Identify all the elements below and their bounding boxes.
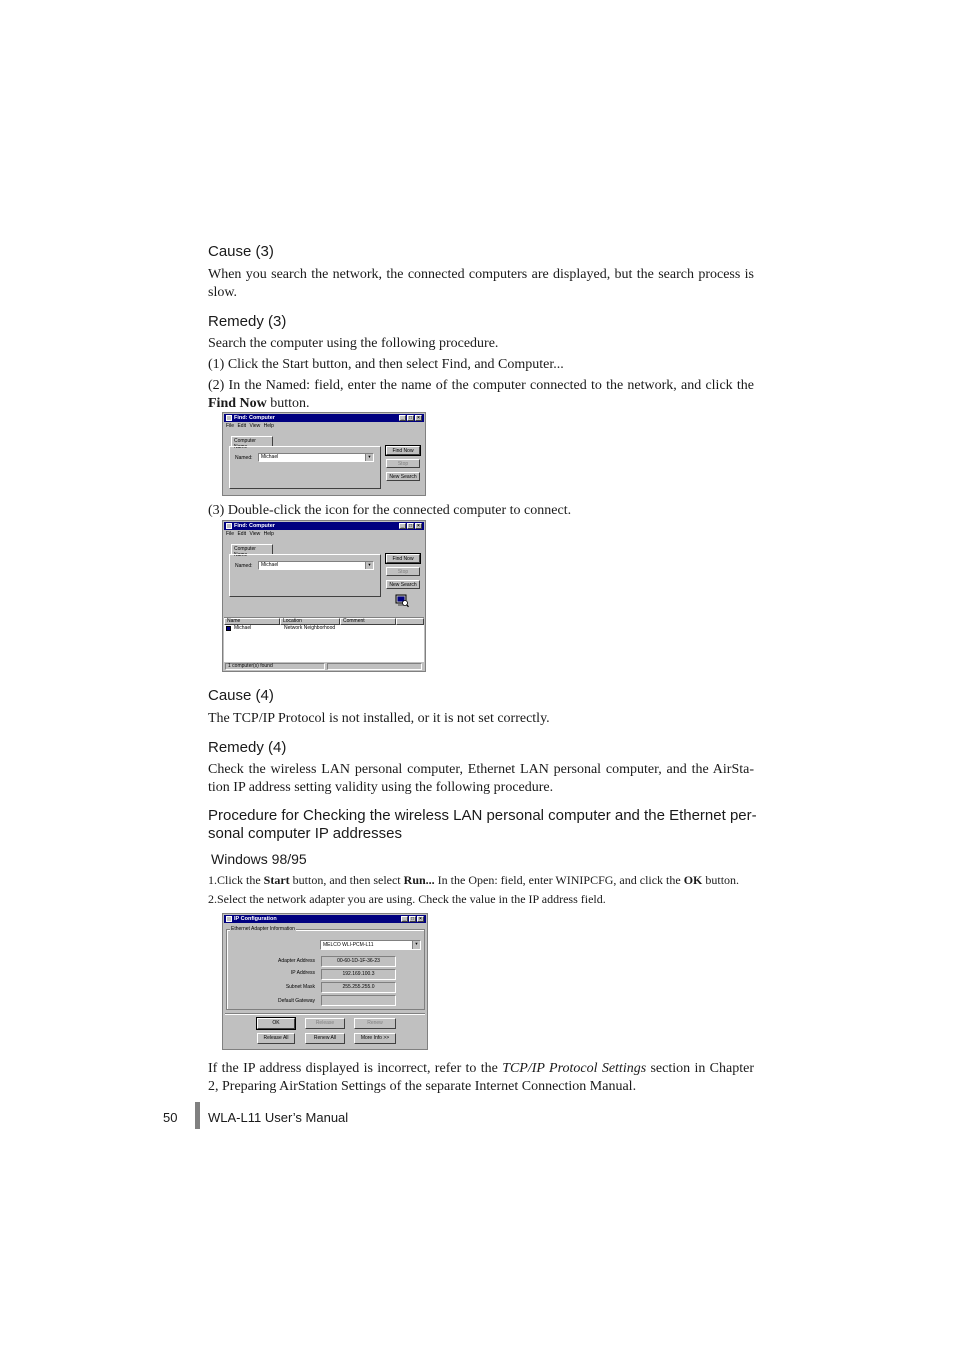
menu-edit[interactable]: Edit <box>237 531 247 537</box>
footer-bar <box>195 1102 200 1129</box>
search-icon <box>226 523 232 529</box>
step1-a: 1.Click the <box>208 873 264 887</box>
closing-line1 <box>208 1060 754 1078</box>
menu-file[interactable]: File <box>226 423 235 429</box>
menu-bar <box>226 423 274 429</box>
adapter-address-label: Adapter Address <box>278 958 315 964</box>
column-header-location[interactable]: Location <box>280 618 340 625</box>
step1-c: button, and then select <box>289 873 404 887</box>
minimize-icon[interactable]: _ <box>401 916 408 922</box>
cause4-heading: Cause (4) <box>208 687 274 704</box>
status-panel <box>327 663 422 670</box>
ok-button[interactable]: OK <box>257 1018 295 1029</box>
subnet-mask-label: Subnet Mask <box>285 984 315 990</box>
procedure-step1 <box>208 873 739 888</box>
tab-panel <box>229 554 381 597</box>
subnet-mask-value: 255.255.255.0 <box>321 982 396 993</box>
default-gateway-value <box>321 995 396 1006</box>
procedure-step2: 2.Select the network adapter you are using. Check the value in the IP address field. <box>208 892 606 906</box>
dialog-titlebar <box>224 522 424 530</box>
remedy4-heading: Remedy (4) <box>208 739 287 756</box>
dialog-title: Find: Computer <box>234 415 275 421</box>
maximize-icon[interactable]: □ <box>408 415 413 421</box>
named-value: Michael <box>261 562 279 568</box>
divider <box>225 1013 425 1015</box>
results-list <box>224 617 424 663</box>
new-search-button[interactable]: New Search <box>386 472 420 481</box>
named-input[interactable] <box>258 453 374 462</box>
named-input[interactable] <box>258 561 374 570</box>
step1-ok: OK <box>683 873 703 887</box>
result-location: Network Neighborhood <box>284 625 336 631</box>
more-info-button[interactable]: More Info >> <box>354 1033 396 1044</box>
menu-help[interactable]: Help <box>263 423 274 429</box>
closing-b: section in Chapter <box>646 1061 754 1076</box>
renew-all-button[interactable]: Renew All <box>305 1033 345 1044</box>
cause4-text: The TCP/IP Protocol is not installed, or it is not set correctly. <box>208 711 550 726</box>
adapter-info-group-label: Ethernet Adapter Information <box>231 926 295 932</box>
step1-start: Start <box>263 873 290 887</box>
named-label: Named: <box>235 455 253 461</box>
cause3-line1: When you search the network, the connected computers are displayed, but the search process is <box>208 267 754 282</box>
menu-view[interactable]: View <box>249 423 261 429</box>
manual-title: WLA-L11 User’s Manual <box>208 1110 349 1125</box>
named-label: Named: <box>235 563 253 569</box>
find-computer-dialog <box>222 412 426 496</box>
procedure-heading-line1: Procedure for Checking the wireless LAN personal computer and the Ethernet per- <box>208 807 757 824</box>
remedy3-intro: Search the computer using the following procedure. <box>208 336 499 351</box>
ip-address-label: IP Address <box>290 970 315 976</box>
closing-a: If the IP address displayed is incorrect, refer to the <box>208 1061 503 1076</box>
default-gateway-label: Default Gateway <box>278 998 315 1004</box>
release-all-button[interactable]: Release All <box>257 1033 295 1044</box>
dialog-title: IP Configuration <box>234 916 277 922</box>
menu-help[interactable]: Help <box>263 531 274 537</box>
column-header-name[interactable]: Name <box>224 618 280 625</box>
minimize-icon[interactable]: _ <box>399 523 406 529</box>
tab-panel <box>229 446 381 489</box>
find-now-bold: Find Now <box>208 396 267 411</box>
find-computer-results-dialog <box>222 520 426 672</box>
computer-search-icon <box>395 594 409 608</box>
named-value: Michael <box>261 454 279 460</box>
ip-configuration-dialog <box>222 913 428 1050</box>
dialog-title: Find: Computer <box>234 523 275 529</box>
results-header <box>224 618 424 625</box>
menu-bar <box>226 531 274 537</box>
dialog-titlebar <box>224 915 426 923</box>
maximize-icon[interactable]: □ <box>410 916 415 922</box>
column-header-filler <box>396 618 424 625</box>
menu-edit[interactable]: Edit <box>237 423 247 429</box>
remedy3-step2-line2 <box>208 395 310 413</box>
menu-view[interactable]: View <box>249 531 261 537</box>
find-now-button[interactable]: Find Now <box>386 446 420 455</box>
network-icon <box>226 916 232 922</box>
remedy4-line1: Check the wireless LAN personal computer, Ethernet LAN personal computer, and the AirSta- <box>208 762 754 777</box>
table-row[interactable] <box>224 625 424 632</box>
computer-icon <box>226 626 231 631</box>
remedy3-step3: (3) Double-click the icon for the connected computer to connect. <box>208 503 572 518</box>
search-icon <box>226 415 232 421</box>
step2-end: button. <box>266 396 310 411</box>
adapter-value: MELCO WLI-PCM-L11 <box>323 942 374 948</box>
step1-g: button. <box>702 873 740 887</box>
procedure-heading-line2: sonal computer IP addresses <box>208 825 402 842</box>
renew-button[interactable]: Renew <box>354 1018 396 1029</box>
result-name: Michael <box>234 625 252 631</box>
remedy4-line2: tion IP address setting validity using the following procedure. <box>208 780 554 795</box>
status-bar <box>224 662 424 671</box>
status-text: 1 computer(s) found <box>225 663 325 670</box>
maximize-icon[interactable]: □ <box>408 523 413 529</box>
cause3-heading: Cause (3) <box>208 243 274 260</box>
remedy3-heading: Remedy (3) <box>208 313 287 330</box>
tab-computer-name[interactable]: Computer Name <box>231 436 273 447</box>
remedy3-step1: (1) Click the Start button, and then select Find, and Computer... <box>208 357 564 372</box>
step1-run: Run... <box>403 873 435 887</box>
cause3-line2: slow. <box>208 285 238 300</box>
column-header-comment[interactable]: Comment <box>340 618 396 625</box>
adapter-address-value: 00-60-1D-1F-36-23 <box>321 956 396 967</box>
minimize-icon[interactable]: _ <box>399 415 406 421</box>
close-icon[interactable]: × <box>415 415 422 421</box>
closing-italic: TCP/IP Protocol Settings <box>502 1061 647 1076</box>
close-icon[interactable]: × <box>417 916 424 922</box>
chevron-down-icon[interactable]: ▼ <box>412 941 420 949</box>
page-number: 50 <box>163 1110 178 1125</box>
remedy3-step2-line1: (2) In the Named: field, enter the name of the computer connected to the network, and click the <box>208 378 754 393</box>
stop-button[interactable]: Stop <box>386 459 420 468</box>
menu-file[interactable]: File <box>226 531 235 537</box>
release-button[interactable]: Release <box>305 1018 345 1029</box>
closing-line2: 2, Preparing AirStation Settings of the separate Internet Connection Manual. <box>208 1079 637 1094</box>
adapter-select[interactable] <box>320 940 421 950</box>
step1-e: In the Open: field, enter WINIPCFG, and click the <box>434 873 684 887</box>
dialog-titlebar <box>224 414 424 422</box>
procedure-os: Windows 98/95 <box>211 851 307 867</box>
new-search-button[interactable]: New Search <box>386 580 420 589</box>
stop-button[interactable]: Stop <box>386 567 420 576</box>
chevron-down-icon[interactable]: ▼ <box>365 454 373 461</box>
chevron-down-icon[interactable]: ▼ <box>365 562 373 569</box>
find-now-button[interactable]: Find Now <box>386 554 420 563</box>
close-icon[interactable]: × <box>415 523 422 529</box>
ip-address-value: 192.169.100.3 <box>321 969 396 980</box>
tab-computer-name[interactable]: Computer Name <box>231 544 273 555</box>
